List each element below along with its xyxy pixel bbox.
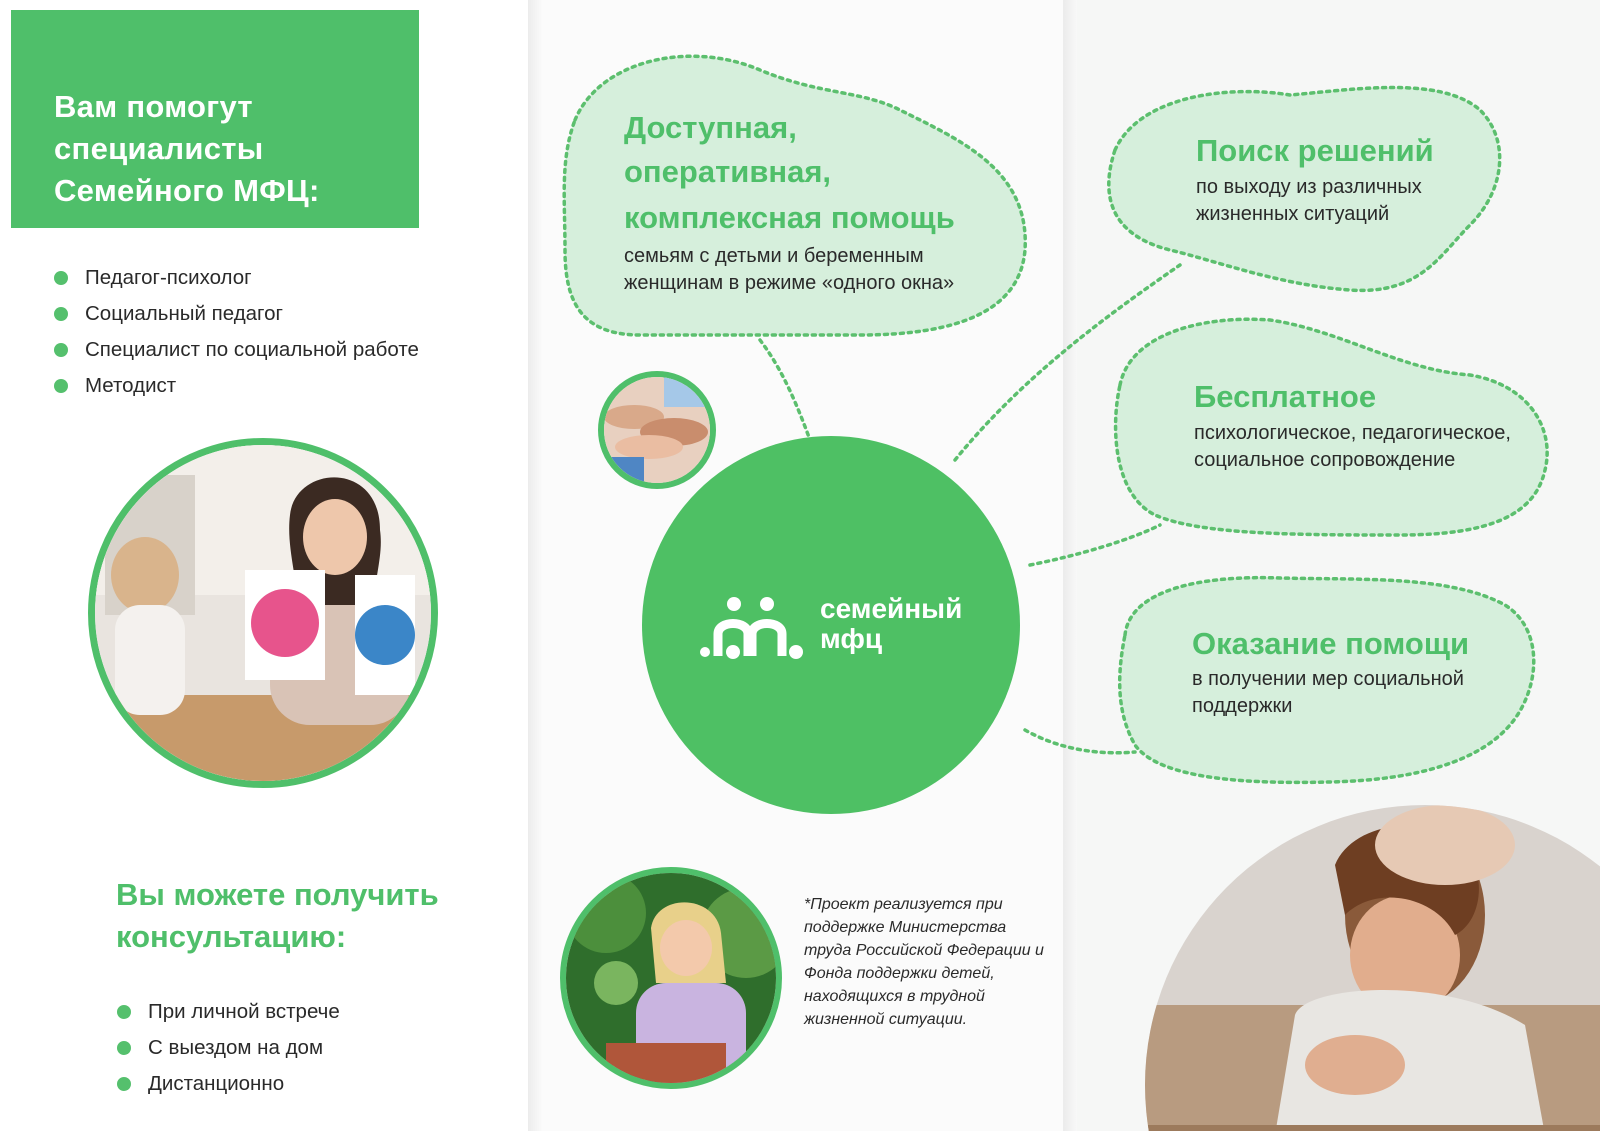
family-logo-icon bbox=[700, 596, 815, 666]
list-item bbox=[54, 296, 419, 332]
main-blob-title-1: Доступная, bbox=[624, 110, 797, 145]
list-item-label: Методист bbox=[85, 374, 177, 397]
consult-options-list bbox=[117, 994, 340, 1102]
list-item-label: Специалист по социальной работе bbox=[85, 338, 419, 361]
blob-3-text-2: поддержки bbox=[1192, 695, 1293, 717]
connector-2 bbox=[1030, 525, 1160, 565]
list-item-label: С выездом на дом bbox=[148, 1036, 324, 1059]
photo-hands bbox=[598, 371, 716, 489]
bullet-icon bbox=[117, 1077, 131, 1091]
bullet-icon bbox=[54, 271, 68, 285]
logo-line-1: семейный bbox=[820, 593, 963, 624]
list-item-label: При личной встрече bbox=[148, 1000, 340, 1023]
list-item bbox=[117, 994, 340, 1030]
main-blob-title-3: комплексная помощь bbox=[624, 200, 955, 235]
list-item bbox=[117, 1066, 340, 1102]
bullet-icon bbox=[54, 343, 68, 357]
blob-3-text-1: в получении мер социальной bbox=[1192, 668, 1464, 690]
specialists-list bbox=[54, 260, 419, 404]
bullet-icon bbox=[54, 379, 68, 393]
connector-main bbox=[760, 340, 810, 440]
logo-line-2: мфц bbox=[820, 623, 883, 654]
blob-1-text-2: жизненных ситуаций bbox=[1196, 203, 1390, 225]
list-item-label: Дистанционно bbox=[148, 1072, 285, 1095]
logo-wordmark bbox=[820, 594, 962, 654]
photo-teacher-child bbox=[88, 438, 438, 788]
bullet-icon bbox=[117, 1005, 131, 1019]
list-item bbox=[117, 1030, 340, 1066]
blob-2-text-2: социальное сопровождение bbox=[1194, 449, 1456, 471]
footnote: *Проект реализуется при поддержке Министерства труда Российской Федерации и Фонда поддержки детей, находящихся в трудной жизненной ситуации. bbox=[804, 896, 1044, 1028]
blob-2-text-1: психологическое, педагогическое, bbox=[1194, 422, 1511, 444]
main-blob-text-1: семьям с детьми и беременным bbox=[624, 245, 924, 267]
blob-1-text-1: по выходу из различных bbox=[1196, 176, 1422, 198]
list-item-label: Педагог-психолог bbox=[85, 266, 252, 289]
main-blob-title-2: оперативная, bbox=[624, 154, 832, 189]
photo-girl-plants bbox=[560, 867, 782, 1089]
list-item bbox=[54, 260, 419, 296]
header-title: Вам помогут специалисты Семейного МФЦ: bbox=[54, 89, 320, 208]
main-blob-text-2: женщинам в режиме «одного окна» bbox=[624, 272, 955, 294]
blob-1-title: Поиск решений bbox=[1196, 133, 1434, 168]
list-item bbox=[54, 332, 419, 368]
connector-3 bbox=[1025, 730, 1135, 753]
list-item-label: Социальный педагог bbox=[85, 302, 283, 325]
blob-2-title: Бесплатное bbox=[1194, 379, 1377, 414]
bullet-icon bbox=[54, 307, 68, 321]
consult-title: Вы можете получить консультацию: bbox=[116, 877, 439, 954]
bullet-icon bbox=[117, 1041, 131, 1055]
blob-3-title: Оказание помощи bbox=[1192, 626, 1470, 661]
list-item bbox=[54, 368, 419, 404]
